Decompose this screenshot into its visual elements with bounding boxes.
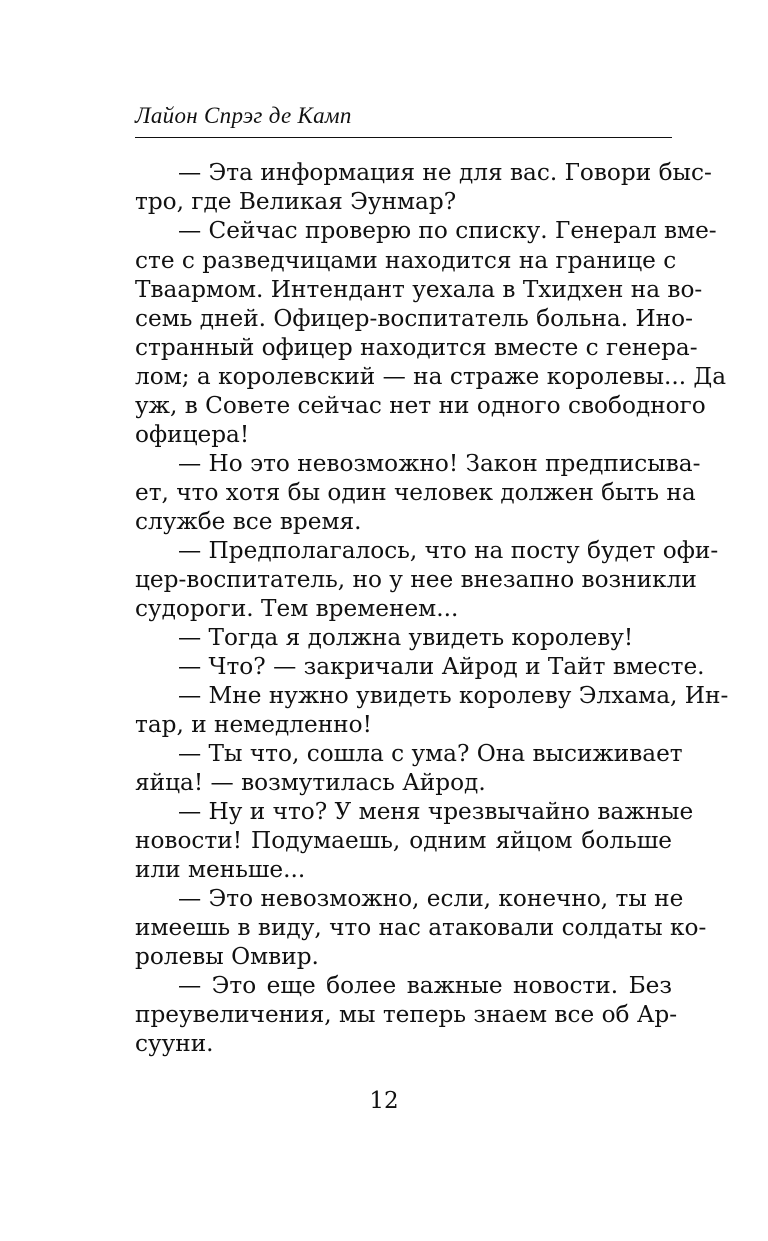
text-line: имеешь в виду, что нас атаковали солдаты ко- [135,914,707,941]
text-line: — Тогда я должна увидеть королеву! [178,624,634,651]
text-line: ролевы Омвир. [135,943,319,970]
text-line: лом; а королевский — на страже королевы... Да [135,363,727,390]
text-line: — Эта информация не для вас. Говори быс- [178,159,712,186]
text-line: ет, что хотя бы один человек должен быть на [135,479,696,506]
text-line: или меньше... [135,856,306,883]
page-number: 12 [369,1088,399,1114]
text-line: — Предполагалось, что на посту будет офи- [178,537,719,564]
text-line: новости! Подумаешь, одним яйцом больше [135,827,672,854]
text-line: — Ну и что? У меня чрезвычайно важные [178,798,694,825]
text-line: семь дней. Офицер-воспитатель больна. Ино- [135,305,693,332]
text-line: цер-воспитатель, но у нее внезапно возникли [135,566,697,593]
text-line: — Мне нужно увидеть королеву Элхама, Ин- [178,682,729,709]
text-line: службе все время. [135,508,362,535]
header-rule [135,137,672,138]
text-line: судороги. Тем временем... [135,595,459,622]
text-line: тар, и немедленно! [135,711,372,738]
text-line: яйца! — возмутилась Айрод. [135,769,486,796]
text-line: Тваармом. Интендант уехала в Тхидхен на во- [135,276,703,303]
text-line: преувеличения, мы теперь знаем все об Ар- [135,1001,678,1028]
text-line: уж, в Совете сейчас нет ни одного свободного [135,392,706,419]
text-line: странный офицер находится вместе с генера- [135,334,698,361]
text-line: — Сейчас проверю по списку. Генерал вме- [178,217,717,244]
text-line: — Это невозможно, если, конечно, ты не [178,885,684,912]
text-line: — Но это невозможно! Закон предписыва- [178,450,701,477]
text-line: тро, где Великая Эунмар? [135,188,457,215]
text-line: сууни. [135,1030,214,1057]
text-line: — Ты что, сошла с ума? Она высиживает [178,740,683,767]
text-line: — Что? — закричали Айрод и Тайт вместе. [178,653,705,680]
text-line: — Это еще более важные новости. Без [178,972,672,999]
text-line: офицера! [135,421,250,448]
text-line: сте с разведчицами находится на границе с [135,247,677,274]
running-header-title: Лайон Спрэг де Камп [135,103,352,128]
